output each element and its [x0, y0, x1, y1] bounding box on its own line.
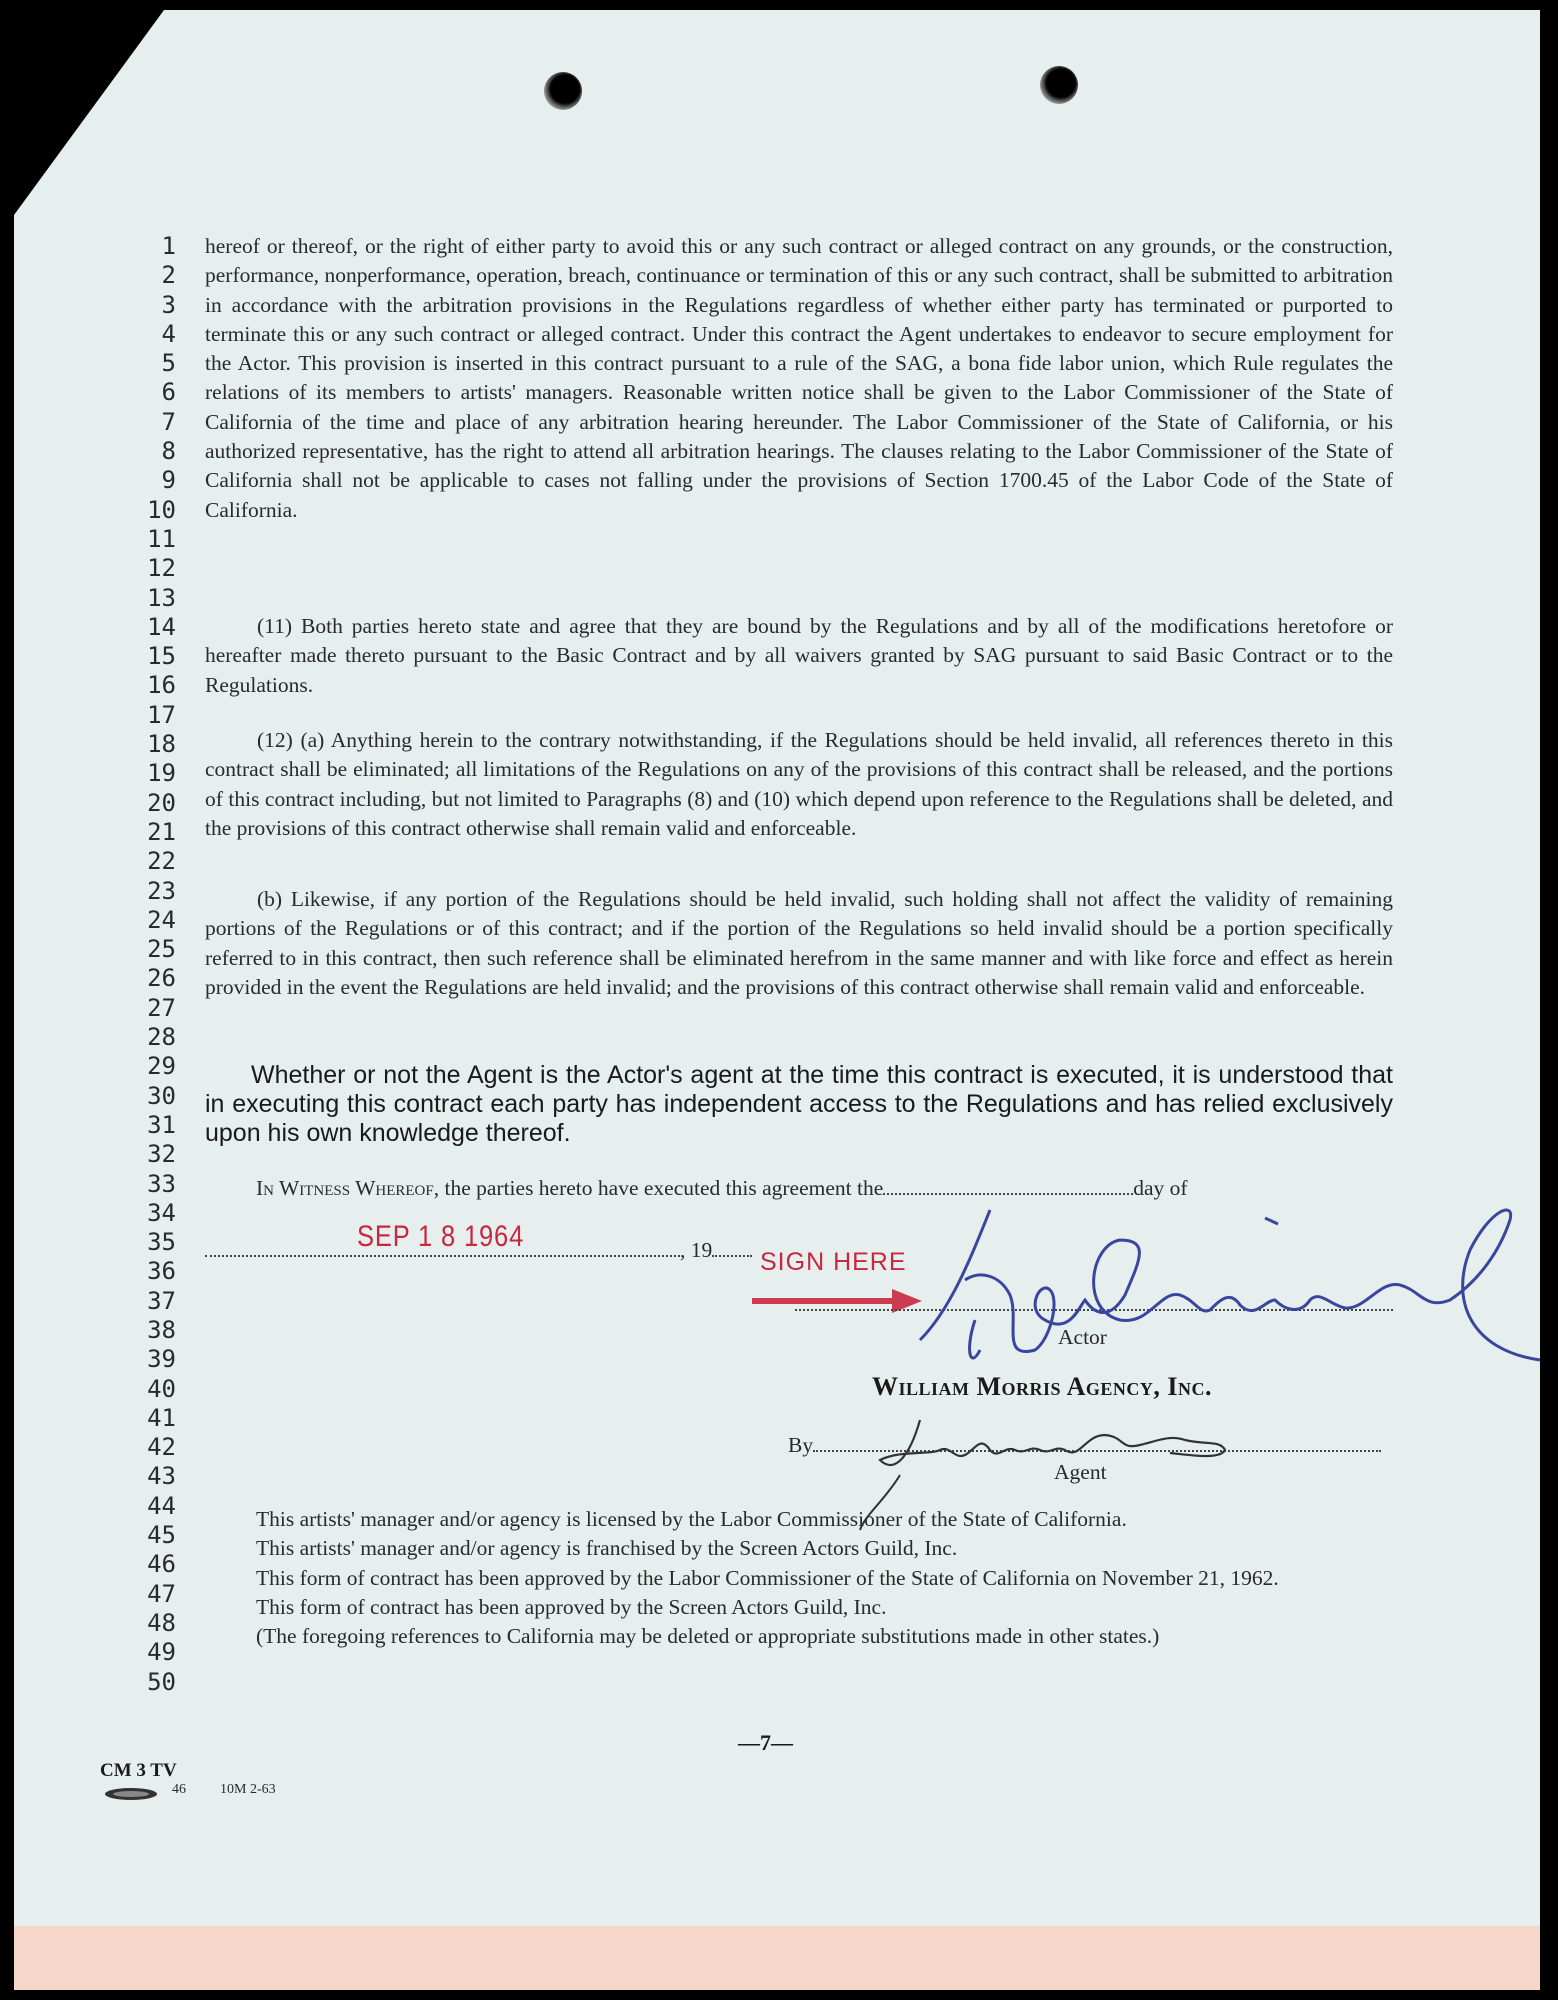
date-blank[interactable] [205, 1255, 680, 1257]
line-number: 10 [147, 495, 176, 524]
line-number: 1 [161, 232, 176, 260]
line-number: 38 [147, 1315, 176, 1344]
line-number: 22 [147, 847, 176, 876]
line-number: 29 [147, 1052, 176, 1081]
punch-hole-left [544, 72, 582, 110]
paragraph-11-text: (11) Both parties hereto state and agree that they are bound by the Regulations and by all of the modifications heretofore or hereafter made thereto pursuant to the Basic Contract and by all waivers granted by SAG pursuant to said Basic Contract or to the Regulations. [205, 614, 1393, 697]
line-number: 11 [147, 524, 176, 553]
line-number: 13 [147, 583, 176, 612]
line-number: 46 [147, 1550, 176, 1579]
line-number: 17 [147, 700, 176, 729]
line-number: 33 [147, 1169, 176, 1198]
line-number: 20 [147, 788, 176, 817]
line-number: 9 [161, 466, 176, 495]
page-number: —7— [738, 1730, 793, 1755]
line-number: 18 [147, 730, 176, 759]
agency-name: William Morris Agency, Inc. [872, 1372, 1213, 1401]
actor-signature [910, 1200, 1550, 1370]
line-number: 3 [161, 290, 176, 319]
line-number: 14 [147, 612, 176, 641]
line-number: 19 [147, 759, 176, 788]
line-number: 45 [147, 1521, 176, 1550]
form-code: CM 3 TV [100, 1760, 177, 1781]
paragraph-continuation [205, 232, 1393, 525]
note-california: (The foregoing references to California may be deleted or appropriate substitutions made in other states.) [256, 1624, 1160, 1649]
by-label: By [788, 1433, 814, 1457]
witness-lead: In Witness Whereof, [256, 1176, 440, 1200]
actor-label: Actor [1058, 1325, 1107, 1349]
line-number: 44 [147, 1491, 176, 1520]
line-number: 48 [147, 1608, 176, 1637]
line-number: 21 [147, 817, 176, 846]
paragraph-12a [205, 726, 1393, 843]
line-number: 49 [147, 1638, 176, 1667]
year-blank[interactable] [712, 1255, 752, 1257]
note-franchised: This artists' manager and/or agency is franchised by the Screen Actors Guild, Inc. [256, 1536, 958, 1561]
day-of-label: day of [1133, 1176, 1188, 1200]
line-number: 6 [161, 378, 176, 407]
line-numbers [126, 232, 176, 1697]
note-approved-sag: This form of contract has been approved by the Screen Actors Guild, Inc. [256, 1594, 887, 1619]
paragraph-12b-text: (b) Likewise, if any portion of the Regulations should be held invalid, such holding shall not affect the validity of remaining portions of the Regulations or of this contract; and if the portion of the Regulations so held invalid should be a portion specifically referred to in this contract, then such reference shall be eliminated herefrom in the same manner and with like force and effect as herein provided in the event the Regulations are held invalid; and the provisions of this contract otherwise shall remain valid and enforceable. [205, 887, 1393, 999]
line-number: 26 [147, 964, 176, 993]
line-number: 34 [147, 1198, 176, 1227]
line-number: 37 [147, 1286, 176, 1315]
line-number: 2 [161, 261, 176, 290]
arbitration-paragraph: hereof or thereof, or the right of either party to avoid this or any such contract or alleged contract on any grounds, or the construction, performance, nonperformance, operation, breach, continuance or termination of this or any such contract, shall be submitted to arbitration in accordance with the arbitration provisions in the Regulations regardless of whether either party has terminated or purported to terminate this or any such contract or alleged contract. Under this contract the Agent undertakes to endeavor to secure employment for the Actor. This provision is inserted in this contract pursuant to a rule of the SAG, a bona fide labor union, which Rule regulates the relations of its members to artists' managers. Reasonable written notice shall be given to the Labor Commissioner of the State of California of the time and place of any arbitration hearing hereunder. The Labor Commissioner of the State of California, or his authorized representative, has the right to attend all arbitration hearings. The clauses relating to the Labor Commissioner of the State of California shall not be applicable to cases not falling under the provisions of Section 1700.45 of the Labor Code of the State of California. [205, 234, 1393, 522]
punch-hole-right [1040, 66, 1078, 104]
sign-here-stamp: SIGN HERE [760, 1248, 907, 1276]
line-number: 42 [147, 1433, 176, 1462]
line-number: 47 [147, 1579, 176, 1608]
line-number: 15 [147, 642, 176, 671]
line-number: 23 [147, 876, 176, 905]
line-number: 32 [147, 1140, 176, 1169]
date-stamp: SEP 1 8 1964 [357, 1220, 525, 1253]
line-number: 43 [147, 1462, 176, 1491]
witness-line [256, 1176, 1393, 1201]
note-licensed: This artists' manager and/or agency is licensed by the Labor Commissioner of the State of California. [256, 1507, 1127, 1531]
line-number: 8 [161, 437, 176, 466]
year-prefix: , 19 [680, 1238, 713, 1262]
paragraph-11 [205, 612, 1393, 700]
line-number: 28 [147, 1023, 176, 1052]
line-number: 27 [147, 993, 176, 1022]
line-number: 50 [147, 1667, 176, 1696]
line-number: 39 [147, 1345, 176, 1374]
footnotes [256, 1505, 1393, 1651]
paragraph-12b [205, 885, 1393, 1002]
agent-label: Agent [1054, 1460, 1107, 1484]
line-number: 12 [147, 554, 176, 583]
line-number: 16 [147, 671, 176, 700]
day-blank[interactable] [883, 1193, 1133, 1195]
line-number: 5 [161, 349, 176, 378]
print-code: 10M 2-63 [220, 1782, 276, 1797]
line-number: 25 [147, 935, 176, 964]
bold-notice: Whether or not the Agent is the Actor's agent at the time this contract is executed, it is understood that in executing this contract each party has independent access to the Regulations and has relied exclusively upon his own knowledge thereof. [205, 1061, 1393, 1147]
line-number: 4 [161, 319, 176, 348]
line-number: 31 [147, 1110, 176, 1139]
witness-text: the parties hereto have executed this agreement the [444, 1176, 884, 1200]
line-number: 41 [147, 1403, 176, 1432]
bottom-paper-edge [14, 1926, 1540, 1990]
line-number: 30 [147, 1081, 176, 1110]
line-number: 36 [147, 1257, 176, 1286]
line-number: 40 [147, 1374, 176, 1403]
line-number: 7 [161, 407, 176, 436]
paragraph-12a-text: (12) (a) Anything herein to the contrary notwithstanding, if the Regulations should be held invalid, all references thereto in this contract shall be eliminated; all limitations of the Regulations on any of the provisions of this contract shall be released, and the portions of this contract including, but not limited to Paragraphs (8) and (10) which depend upon reference to the Regulations shall be deleted, and the provisions of this contract otherwise shall remain valid and enforceable. [205, 728, 1393, 840]
union-number: 46 [172, 1782, 186, 1797]
line-number: 24 [147, 905, 176, 934]
line-number: 35 [147, 1228, 176, 1257]
note-approved-labor: This form of contract has been approved by the Labor Commissioner of the State of California on November 21, 1962. [256, 1565, 1279, 1590]
union-label-icon [103, 1786, 163, 1802]
